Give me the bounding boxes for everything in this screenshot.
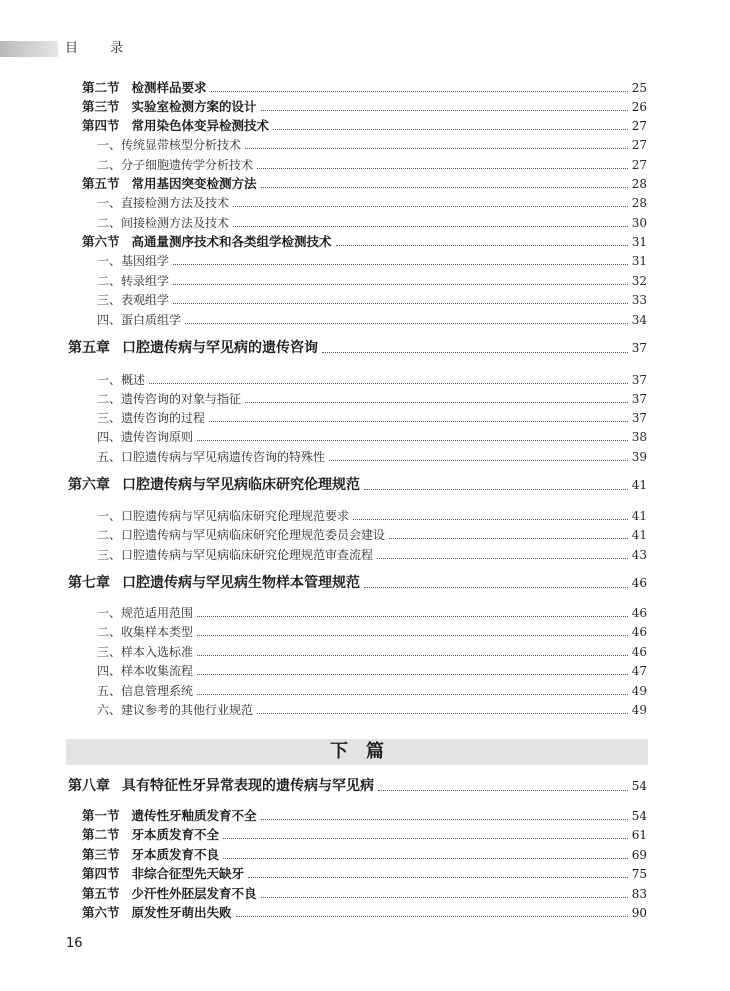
toc-entry-sub: [97, 312, 647, 328]
toc-entry-title: 三、遗传咨询的过程: [97, 411, 206, 425]
toc-entry-sub: [97, 683, 647, 699]
toc-entry-page: 75: [631, 867, 647, 881]
toc-entry-page: 34: [631, 313, 647, 327]
toc-entry-sub: [97, 547, 647, 563]
dot-leader: [185, 323, 628, 324]
toc-entry-title: 二、间接检测方法及技术: [97, 216, 230, 230]
toc-entry-page: 46: [631, 625, 647, 639]
toc-entry-number: 第二节: [82, 80, 120, 95]
toc-entry-chap: [68, 777, 647, 795]
toc-entry-number: 第七章: [68, 575, 110, 591]
toc-entry-number: 第二节: [82, 827, 120, 842]
toc-entry-page: 27: [631, 138, 647, 152]
toc-entry-title: 少汗性外胚层发育不良: [131, 886, 257, 901]
toc-entry-page: 46: [631, 645, 647, 659]
dot-leader: [257, 713, 628, 714]
toc-entry-title: 五、信息管理系统: [97, 684, 194, 698]
toc-entry-title: 二、口腔遗传病与罕见病临床研究伦理规范委员会建设: [97, 528, 386, 542]
toc-entry-title: 三、表观组学: [97, 293, 170, 307]
toc-entry-title: 六、建议参考的其他行业规范: [97, 703, 254, 717]
toc-entry-sub: [97, 663, 647, 679]
dot-leader: [261, 187, 628, 188]
toc-entry-page: 26: [631, 100, 647, 114]
toc-entry-title: 三、样本入选标准: [97, 645, 194, 659]
dot-leader: [364, 587, 628, 588]
dot-leader: [261, 110, 628, 111]
dot-leader: [364, 489, 628, 490]
toc-entry-title: 一、口腔遗传病与罕见病临床研究伦理规范要求: [97, 509, 350, 523]
toc-entry-chap: [68, 574, 647, 592]
toc-entry-title: 二、转录组学: [97, 274, 170, 288]
toc-entry-title: 三、口腔遗传病与罕见病临床研究伦理规范审查流程: [97, 548, 374, 562]
toc-entry-title: 牙本质发育不全: [131, 827, 220, 842]
dot-leader: [223, 858, 628, 859]
dot-leader: [173, 284, 628, 285]
toc-entry-sec: [82, 827, 647, 843]
dot-leader: [257, 168, 628, 169]
toc-entry-title: 常用基因突变检测方法: [131, 176, 257, 191]
toc-entry-page: 37: [631, 373, 647, 387]
toc-entry-sec: [82, 866, 647, 882]
toc-entry-page: 27: [631, 119, 647, 133]
toc-entry-page: 69: [631, 848, 647, 862]
toc-entry-title: 一、概述: [97, 373, 146, 387]
dot-leader: [236, 916, 628, 917]
toc-entry-page: 39: [631, 450, 647, 464]
toc-entry-page: 83: [631, 887, 647, 901]
toc-entry-number: 第五节: [82, 886, 120, 901]
dot-leader: [223, 838, 628, 839]
toc-entry-title: 高通量测序技术和各类组学检测技术: [131, 234, 332, 249]
toc-entry-number: 第四节: [82, 866, 120, 881]
dot-leader: [233, 226, 628, 227]
toc-entry-sub: [97, 605, 647, 621]
toc-entry-title: 原发性牙萌出失败: [131, 905, 232, 920]
dot-leader: [261, 897, 628, 898]
toc-entry-title: 具有特征性牙异常表现的遗传病与罕见病: [122, 778, 374, 794]
toc-entry-sec: [82, 99, 647, 115]
toc-entry-sec: [82, 176, 647, 192]
dot-leader: [197, 674, 628, 675]
toc-entry-page: 33: [631, 293, 647, 307]
toc-entry-title: 牙本质发育不良: [131, 847, 220, 862]
toc-entry-page: 37: [631, 341, 647, 355]
toc-entry-chap: [68, 476, 647, 494]
toc-entry-sub: [97, 410, 647, 426]
toc-entry-title: 四、样本收集流程: [97, 664, 194, 678]
toc-entry-sub: [97, 137, 647, 153]
toc-entry-title: 四、遗传咨询原则: [97, 430, 194, 444]
toc-entry-page: 41: [631, 509, 647, 523]
toc-entry-sub: [97, 391, 647, 407]
toc-entry-sec: [82, 80, 647, 96]
dot-leader: [197, 635, 628, 636]
toc-entry-number: 第三节: [82, 99, 120, 114]
dot-leader: [197, 616, 628, 617]
toc-entry-sub: [97, 702, 647, 718]
toc-entry-number: 第一节: [82, 808, 120, 823]
toc-entry-page: 31: [631, 235, 647, 249]
toc-entry-sub: [97, 157, 647, 173]
page-number: 16: [66, 936, 83, 951]
toc-entry-number: 第六章: [68, 477, 110, 493]
dot-leader: [149, 383, 628, 384]
toc-entry-title: 二、遗传咨询的对象与指征: [97, 392, 242, 406]
toc-entry-title: 一、直接检测方法及技术: [97, 196, 230, 210]
page-header-title: 目 录: [65, 41, 138, 56]
toc-entry-sub: [97, 527, 647, 543]
toc-entry-sec: [82, 808, 647, 824]
dot-leader: [245, 148, 628, 149]
toc-entry-page: 54: [631, 809, 647, 823]
toc-entry-page: 49: [631, 684, 647, 698]
dot-leader: [197, 694, 628, 695]
toc-entry-page: 46: [631, 606, 647, 620]
dot-leader: [378, 790, 628, 791]
toc-entry-page: 28: [631, 177, 647, 191]
toc-entry-sub: [97, 449, 647, 465]
toc-entry-sec: [82, 847, 647, 863]
toc-entry-title: 口腔遗传病与罕见病临床研究伦理规范: [122, 477, 360, 493]
toc-entry-title: 常用染色体变异检测技术: [131, 118, 270, 133]
toc-entry-title: 一、规范适用范围: [97, 606, 194, 620]
toc-entry-page: 90: [631, 906, 647, 920]
toc-entry-sub: [97, 508, 647, 524]
toc-entry-page: 49: [631, 703, 647, 717]
dot-leader: [329, 460, 628, 461]
toc-entry-sub: [97, 292, 647, 308]
dot-leader: [173, 264, 628, 265]
toc-entry-sub: [97, 195, 647, 211]
toc-entry-number: 第六节: [82, 905, 120, 920]
toc-entry-chap: [68, 339, 647, 357]
toc-entry-page: 47: [631, 664, 647, 678]
toc-entry-page: 43: [631, 548, 647, 562]
toc-entry-page: 46: [631, 576, 647, 590]
dot-leader: [173, 303, 628, 304]
dot-leader: [336, 245, 628, 246]
dot-leader: [245, 402, 628, 403]
toc-entry-page: 25: [631, 81, 647, 95]
dot-leader: [353, 519, 628, 520]
toc-entry-title: 一、基因组学: [97, 254, 170, 268]
toc-entry-page: 37: [631, 411, 647, 425]
toc-entry-number: 第五章: [68, 340, 110, 356]
toc-entry-number: 第四节: [82, 118, 120, 133]
toc-entry-title: 非综合征型先天缺牙: [131, 866, 245, 881]
toc-entry-number: 第六节: [82, 234, 120, 249]
toc-entry-number: 第八章: [68, 778, 110, 794]
dot-leader: [377, 558, 628, 559]
toc-entry-title: 口腔遗传病与罕见病生物样本管理规范: [122, 575, 360, 591]
toc-entry-page: 54: [631, 779, 647, 793]
toc-entry-sub: [97, 372, 647, 388]
toc-entry-sub: [97, 644, 647, 660]
dot-leader: [389, 538, 628, 539]
toc-entry-page: 32: [631, 274, 647, 288]
toc-entry-number: 第五节: [82, 176, 120, 191]
toc-entry-page: 38: [631, 430, 647, 444]
dot-leader: [322, 352, 628, 353]
toc-entry-page: 31: [631, 254, 647, 268]
dot-leader: [261, 819, 628, 820]
toc-entry-sec: [82, 905, 647, 921]
toc-entry-page: 27: [631, 158, 647, 172]
dot-leader: [233, 206, 628, 207]
toc-entry-title: 口腔遗传病与罕见病的遗传咨询: [122, 340, 318, 356]
toc-entry-page: 41: [631, 528, 647, 542]
dot-leader: [273, 129, 628, 130]
toc-entry-page: 61: [631, 828, 647, 842]
toc-entry-title: 五、口腔遗传病与罕见病遗传咨询的特殊性: [97, 450, 326, 464]
toc-entry-page: 41: [631, 478, 647, 492]
toc-entry-title: 四、蛋白质组学: [97, 313, 182, 327]
toc-entry-title: 一、传统显带核型分析技术: [97, 138, 242, 152]
dot-leader: [197, 440, 628, 441]
toc-entry-sec: [82, 118, 647, 134]
part-title: 下篇: [330, 741, 402, 762]
toc-entry-sec: [82, 234, 647, 250]
part-banner: [66, 739, 648, 765]
toc-entry-title: 检测样品要求: [131, 80, 207, 95]
toc-entry-sub: [97, 215, 647, 231]
dot-leader: [211, 91, 628, 92]
toc-entry-title: 二、收集样本类型: [97, 625, 194, 639]
toc-entry-page: 28: [631, 196, 647, 210]
toc-entry-sub: [97, 624, 647, 640]
toc-entry-number: 第三节: [82, 847, 120, 862]
toc-entry-sub: [97, 273, 647, 289]
toc-entry-page: 30: [631, 216, 647, 230]
toc-entry-title: 实验室检测方案的设计: [131, 99, 257, 114]
toc-entry-title: 遗传性牙釉质发育不全: [131, 808, 257, 823]
header-bar: [0, 41, 58, 57]
toc-entry-sub: [97, 253, 647, 269]
toc-entry-sub: [97, 429, 647, 445]
dot-leader: [197, 655, 628, 656]
dot-leader: [248, 877, 628, 878]
dot-leader: [209, 421, 628, 422]
toc-entry-title: 二、分子细胞遗传学分析技术: [97, 158, 254, 172]
toc-entry-page: 37: [631, 392, 647, 406]
toc-entry-sec: [82, 886, 647, 902]
